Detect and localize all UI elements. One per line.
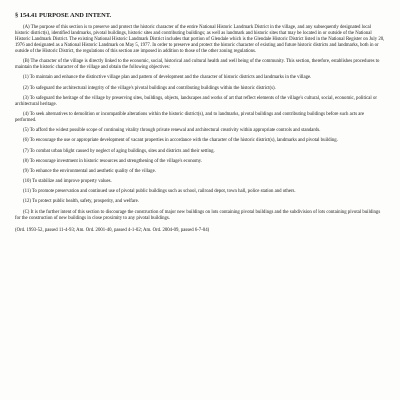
objective-item-4: (4) To seek alternatives to demolition or incompatible alterations within the historic district(s), and to landmarks, pivotal buildings and contributing buildings before such acts are performed. <box>15 111 365 123</box>
objective-item-5: (5) To afford the widest possible scope of continuing vitality through private renewal and architectural creativity within appropriate controls and standards. <box>23 128 321 134</box>
objective-item-12: (12) To protect public health, safety, prosperity, and welfare. <box>23 199 139 205</box>
objective-item-2: (2) To safeguard the architectural integrity of the village's pivotal buildings and contributing buildings within the historic district(s). <box>23 85 276 91</box>
ordinance-history: (Ord. 1993-52, passed 11-4-93; Am. Ord. 2001-40, passed 4-1-02; Am. Ord. 2004-09, passed 6-7-04) <box>15 227 210 233</box>
objective-item-6: (6) To encourage the use or appropriate development of vacant properties in accordance with the character of the historic district(s), landmarks and pivotal building. <box>23 138 338 144</box>
objective-item-9: (9) To enhance the environmental and aesthetic quality of the village. <box>23 168 156 174</box>
objective-item-8: (8) To encourage investment in historic resources and strengthening of the village's economy. <box>23 158 203 164</box>
paragraph-a: (A) The purpose of this section is to preserve and protect the historic character of the entire National Historic Landmark District in the village, and any subsequently designated local historic district(s), identified landmarks, pivotal buildings, historic sites and contributing buildings; as well as landmark and historic sites that may be located in or outside of the National Historic Landmark District. The existing National Historic Landmark District includes that portion of Glendale which is the Glendale Historic District listed in the National Register on July 20, 1976 and designated as a National Historic Landmark on May 5, 1977. In order to preserve and protect the historic character of existing and future historic districts and landmarks, both in or outside of the Historic District, the regulations of this section are imposed in addition to those of the other zoning regulations. <box>15 25 385 54</box>
section-heading: § 154.41 PURPOSE AND INTENT. <box>15 12 112 19</box>
objective-item-10: (10) To stabilize and improve property values. <box>23 179 112 185</box>
objective-item-3: (3) To safeguard the heritage of the village by preserving sites, buildings, objects, landscapes and works of art that reflect elements of the village's cultural, social, economic, political or architectural heritage. <box>15 95 377 107</box>
paragraph-c: (C) It is the further intent of this section to discourage the construction of major new buildings on lots containing pivotal buildings and the subdivision of lots containing pivotal buildings for the construction of new buildings in close proximity to any pivotal buildings. <box>15 209 381 221</box>
objective-item-1: (1) To maintain and enhance the distinctive village plan and pattern of development and the character of historic districts and landmarks in the village. <box>23 75 312 81</box>
paragraph-b: (B) The character of the village is directly linked to the economic, social, historical and cultural health and well being of the community. This section, therefore, establishes procedures to maintain the historic character of the village and obtain the following objectives: <box>15 59 380 71</box>
objective-item-11: (11) To promote preservation and continued use of pivotal public buildings such as school, railroad depot, town hall, police station and others. <box>23 189 296 195</box>
objective-item-7: (7) To combat urban blight caused by neglect of aging buildings, sites and districts and their setting. <box>23 148 215 154</box>
